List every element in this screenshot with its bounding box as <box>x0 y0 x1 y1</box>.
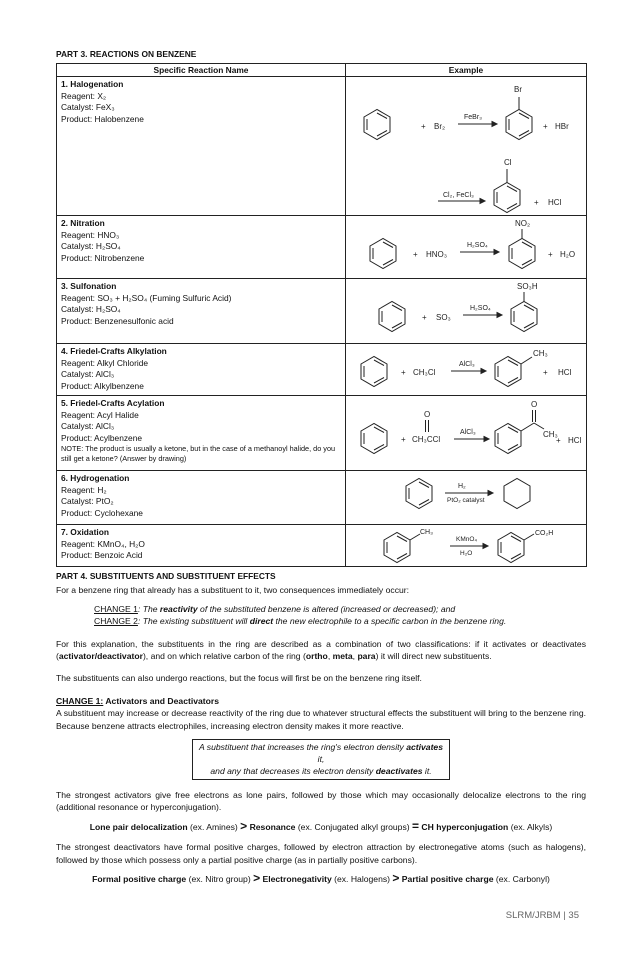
example-halogenation <box>346 77 587 216</box>
reaction-line: Reagent: X₂ <box>61 90 107 101</box>
order-term: Resonance <box>247 822 296 833</box>
reactions-table <box>56 63 587 567</box>
substituent-label: CO₂H <box>535 530 554 538</box>
substituent-label: Cl <box>504 158 512 168</box>
benzene-ring-icon <box>406 479 432 509</box>
reaction-title: 6. Hydrogenation <box>61 473 130 484</box>
deactivators-paragraph: The strongest deactivators have formal positive charges, followed by electron attraction by electronegative atoms (such as halogens), followed by those which possess only a partial positive charge (as in partially positive carbons). <box>56 842 586 865</box>
order-example: (ex. Alkyls) <box>508 822 553 833</box>
order-operator: > <box>253 871 261 886</box>
page-footer: SLRM/JRBM | 35 <box>505 910 579 921</box>
text: ), and on which relative carbon of the ring ( <box>142 650 306 661</box>
cyclohexane-ring-icon <box>504 479 530 509</box>
reaction-line: Reagent: Alkyl Chloride <box>61 357 149 368</box>
reagent-label: HNO₃ <box>426 250 448 260</box>
table-row <box>57 77 587 216</box>
plus-sign: + <box>543 122 548 132</box>
reaction-line: Product: Benzoic Acid <box>61 550 143 561</box>
emph: activates <box>406 741 443 752</box>
change1-heading-label: CHANGE 1: <box>56 695 104 706</box>
reaction-line: Product: Nitrobenzene <box>61 252 145 263</box>
catalyst-label: H₂SO₄ <box>470 305 491 313</box>
substituent-label: Br <box>514 85 522 95</box>
table-row <box>57 344 587 396</box>
benzene-ring-icon <box>494 183 520 213</box>
reaction-note: NOTE: The product is usually a ketone, but in the case of a methanoyl halide, do you still get a ketone? (Answer by drawing) <box>61 443 336 463</box>
emph: para <box>357 650 376 661</box>
benzene-ring-icon <box>498 533 524 563</box>
reaction-line: Catalyst: AlCl₃ <box>61 421 115 432</box>
deactivator-order <box>56 871 586 886</box>
reaction-line: Product: Halobenzene <box>61 113 144 124</box>
benzene-ring-icon <box>361 424 387 454</box>
reaction-line: Product: Benzenesulfonic acid <box>61 315 174 326</box>
reagent-label: CH₃Cl <box>413 368 436 378</box>
substituent-label: CH₃ <box>533 349 548 359</box>
benzene-ring-icon <box>495 357 521 387</box>
example-nitration <box>346 216 587 279</box>
col-header-example: Example <box>346 64 587 77</box>
part4-heading: PART 4. SUBSTITUENTS AND SUBSTITUENT EFFECTS <box>56 571 276 582</box>
order-operator: > <box>240 819 248 834</box>
reaction-title: 3. Sulfonation <box>61 281 117 292</box>
text: For this explanation, the substituents in the ring are described as a combination of two classifications: if it activates or deactivates ( <box>56 638 586 661</box>
text: and any that decreases its electron density <box>210 766 376 777</box>
table-header-row <box>57 64 587 77</box>
reaction-line: Catalyst: AlCl₃ <box>61 369 115 380</box>
plus-sign: + <box>556 436 561 446</box>
activators-paragraph: The strongest activators give free electrons as lone pairs, followed by those which may occasionally delocalize electrons to the ring (additional resonance or hyperconjugation). <box>56 789 586 812</box>
change2-text: the new electrophile to a specific carbon in the benzene ring. <box>273 616 507 627</box>
explanation-paragraph <box>56 638 586 663</box>
example-hydrogenation <box>346 471 587 525</box>
reaction-title: 5. Friedel-Crafts Acylation <box>61 398 165 409</box>
reagent-label: KMnO₄ <box>456 536 478 544</box>
oxygen-label: O <box>424 410 431 420</box>
table-row <box>57 471 587 525</box>
part3-heading: PART 3. REACTIONS ON BENZENE <box>56 49 197 59</box>
plus-sign: + <box>543 368 548 378</box>
reagent-label: SO₃ <box>436 313 451 323</box>
page-content <box>56 49 586 886</box>
reaction-line: Reagent: SO₃ + H₂SO₄ (Fuming Sulfuric Acid) <box>61 292 232 303</box>
benzene-ring-icon <box>370 239 396 269</box>
text: it. <box>422 766 432 777</box>
change1-text: of the substituted benzene is altered (increased or decreased); and <box>197 604 456 615</box>
order-term: Electronegativity <box>260 874 332 885</box>
reagent-label: H₂O <box>460 550 473 558</box>
example-fc-acylation <box>346 396 587 471</box>
emph: meta <box>332 650 353 661</box>
text: it, <box>317 754 325 765</box>
focus-paragraph: The substituents can also undergo reactions, but the focus will first be on the benzene ring itself. <box>56 673 422 684</box>
change1-heading-title: Activators and Deactivators <box>103 695 220 706</box>
change2-line <box>56 615 586 627</box>
emph: ortho <box>305 650 328 661</box>
reagent-label: Br₂ <box>434 122 446 132</box>
text: , <box>327 650 333 661</box>
order-term: Formal positive charge <box>92 874 187 885</box>
change1-label: CHANGE 1 <box>94 604 138 615</box>
substituent-label: NO₂ <box>515 219 531 229</box>
benzene-ring-icon <box>506 110 532 140</box>
table-row <box>57 525 587 567</box>
box-line <box>197 765 445 777</box>
reaction-line: Product: Acylbenzene <box>61 432 143 443</box>
reaction-line: Catalyst: H₂SO₄ <box>61 241 121 252</box>
benzene-ring-icon <box>379 302 405 332</box>
emph: deactivates <box>375 766 423 777</box>
substituent-label: CH₃ <box>543 430 558 440</box>
order-example: (ex. Conjugated alkyl groups) <box>295 822 412 833</box>
example-sulfonation <box>346 279 587 344</box>
order-term: CH hyperconjugation <box>419 822 509 833</box>
reaction-cell-hydrogenation <box>57 471 346 525</box>
reaction-cell-sulfonation <box>57 279 346 344</box>
emph: activator/deactivator <box>58 650 143 661</box>
change1-emph: reactivity <box>159 604 198 615</box>
byproduct-label: HCl <box>548 198 562 208</box>
activator-order <box>56 819 586 834</box>
benzene-ring-icon <box>364 110 390 140</box>
col-header-name: Specific Reaction Name <box>57 64 346 77</box>
order-example: (ex. Nitro group) <box>186 874 254 885</box>
reaction-cell-halogenation <box>57 77 346 216</box>
reaction-line: Product: Alkylbenzene <box>61 380 144 391</box>
byproduct-label: HCl <box>558 368 572 378</box>
oxygen-label: O <box>531 400 538 410</box>
plus-sign: + <box>548 250 553 260</box>
text: ) it will direct new substituents. <box>375 650 492 661</box>
byproduct-label: HCl <box>568 436 582 446</box>
reaction-line: Catalyst: PtO₂ <box>61 496 114 507</box>
reagent-label: CH₃CCl <box>412 435 441 445</box>
reaction-cell-oxidation <box>57 525 346 567</box>
plus-sign: + <box>413 250 418 260</box>
box-line <box>197 741 445 765</box>
catalyst-label: Cl₂, FeCl₃ <box>443 192 474 200</box>
table-row <box>57 279 587 344</box>
reagent-label: H₂ <box>458 483 466 491</box>
reaction-line: Reagent: HNO₃ <box>61 229 120 240</box>
benzene-ring-icon <box>384 533 410 563</box>
reaction-cell-fc-acylation <box>57 396 346 471</box>
reaction-line: Reagent: H₂ <box>61 484 107 495</box>
plus-sign: + <box>421 122 426 132</box>
order-term: Partial positive charge <box>399 874 494 885</box>
example-oxidation <box>346 525 587 567</box>
catalyst-label: H₂SO₄ <box>467 242 488 250</box>
reaction-line: Product: Cyclohexane <box>61 507 143 518</box>
reaction-cell-fc-alkylation <box>57 344 346 396</box>
benzene-ring-icon <box>361 357 387 387</box>
plus-sign: + <box>534 198 539 208</box>
benzene-ring-icon <box>495 424 521 454</box>
change2-text: : The existing substituent will <box>137 616 250 627</box>
plus-sign: + <box>401 435 406 445</box>
reaction-line: Reagent: Acyl Halide <box>61 409 139 420</box>
catalyst-label: FeBr₃ <box>464 114 483 122</box>
order-example: (ex. Amines) <box>187 822 241 833</box>
key-concept-box <box>192 739 450 780</box>
change1-heading <box>56 695 586 707</box>
byproduct-label: HBr <box>555 122 569 132</box>
change1-text: : The <box>137 604 160 615</box>
reaction-title: 7. Oxidation <box>61 527 109 538</box>
example-fc-alkylation <box>346 344 587 396</box>
reaction-title: 4. Friedel-Crafts Alkylation <box>61 346 167 357</box>
order-example: (ex. Carbonyl) <box>493 874 550 885</box>
benzene-ring-icon <box>511 302 537 332</box>
substituent-label: SO₃H <box>517 282 538 292</box>
reaction-title: 1. Halogenation <box>61 79 124 90</box>
order-example: (ex. Halogens) <box>331 874 393 885</box>
reaction-cell-nitration <box>57 216 346 279</box>
byproduct-label: H₂O <box>560 250 576 260</box>
reaction-line: Catalyst: FeX₃ <box>61 102 115 113</box>
change2-emph: direct <box>249 616 274 627</box>
catalyst-label: AlCl₃ <box>460 429 476 437</box>
reaction-line: Catalyst: H₂SO₄ <box>61 304 121 315</box>
intro-paragraph: For a benzene ring that already has a substituent to it, two consequences immediately occur: <box>56 584 410 595</box>
table-row <box>57 396 587 471</box>
table-row <box>57 216 587 279</box>
substituent-label: CH₃ <box>420 529 433 537</box>
reaction-title: 2. Nitration <box>61 218 105 229</box>
text: A substituent that increases the ring's electron density <box>198 741 407 752</box>
benzene-ring-icon <box>509 239 535 269</box>
order-term: Lone pair delocalization <box>89 822 188 833</box>
order-operator: = <box>412 819 420 834</box>
change1-paragraph: A substituent may increase or decrease reactivity of the ring due to whatever structural effects the substituent will bring to the benzene ring. Because benzene attracts electrophiles, increasing electron density makes it more reactive. <box>56 708 586 731</box>
text: , <box>352 650 358 661</box>
catalyst-label: PtO₂ catalyst <box>447 497 485 505</box>
plus-sign: + <box>422 313 427 323</box>
change1-line <box>56 603 586 615</box>
reaction-line: Reagent: KMnO₄, H₂O <box>61 538 145 549</box>
plus-sign: + <box>401 368 406 378</box>
catalyst-label: AlCl₃ <box>459 361 475 369</box>
order-operator: > <box>392 871 400 886</box>
change2-label: CHANGE 2 <box>94 616 138 627</box>
